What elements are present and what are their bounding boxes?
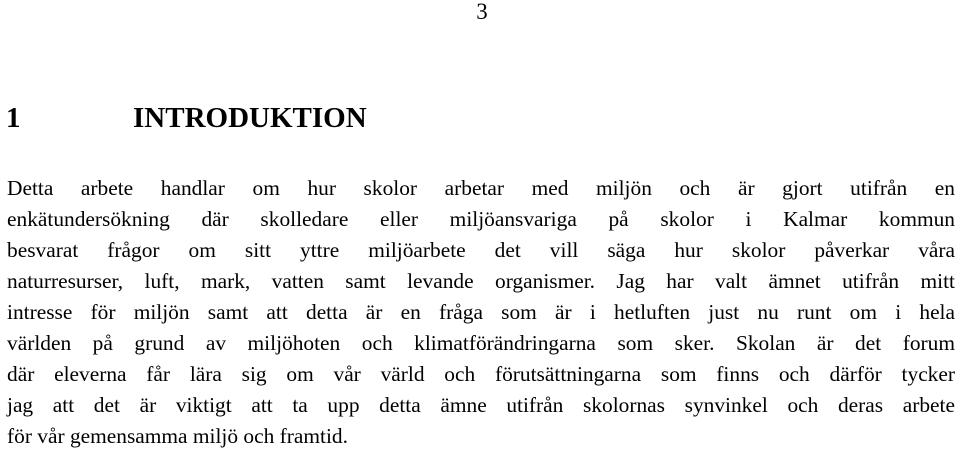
paragraph-line: för vår gemensamma miljö och framtid. [7,424,348,448]
paragraph-line: jag att det är viktigt att ta upp detta ämne utifrån skolornas synvinkel och deras arbete [7,393,955,417]
page-number: 3 [476,0,488,24]
section-heading [6,100,367,136]
body-paragraph [7,173,955,452]
paragraph-line: där eleverna får lära sig om vår värld och förutsättningarna som finns och därför tycker [7,362,955,386]
paragraph-line: naturresurser, luft, mark, vatten samt levande organismer. Jag har valt ämnet utifrån mitt [7,269,955,293]
section-number: 1 [6,102,21,134]
paragraph-line: enkätundersökning där skolledare eller miljöansvariga på skolor i Kalmar kommun [7,207,955,231]
paragraph-line: världen på grund av miljöhoten och klimatförändringarna som sker. Skolan är det forum [7,331,955,355]
paragraph-line: Detta arbete handlar om hur skolor arbetar med miljön och är gjort utifrån en [7,176,955,200]
section-title: INTRODUKTION [133,102,367,134]
paragraph-line: intresse för miljön samt att detta är en fråga som är i hetluften just nu runt om i hela [7,300,955,324]
paragraph-line: besvarat frågor om sitt yttre miljöarbete det vill säga hur skolor påverkar våra [7,238,955,262]
